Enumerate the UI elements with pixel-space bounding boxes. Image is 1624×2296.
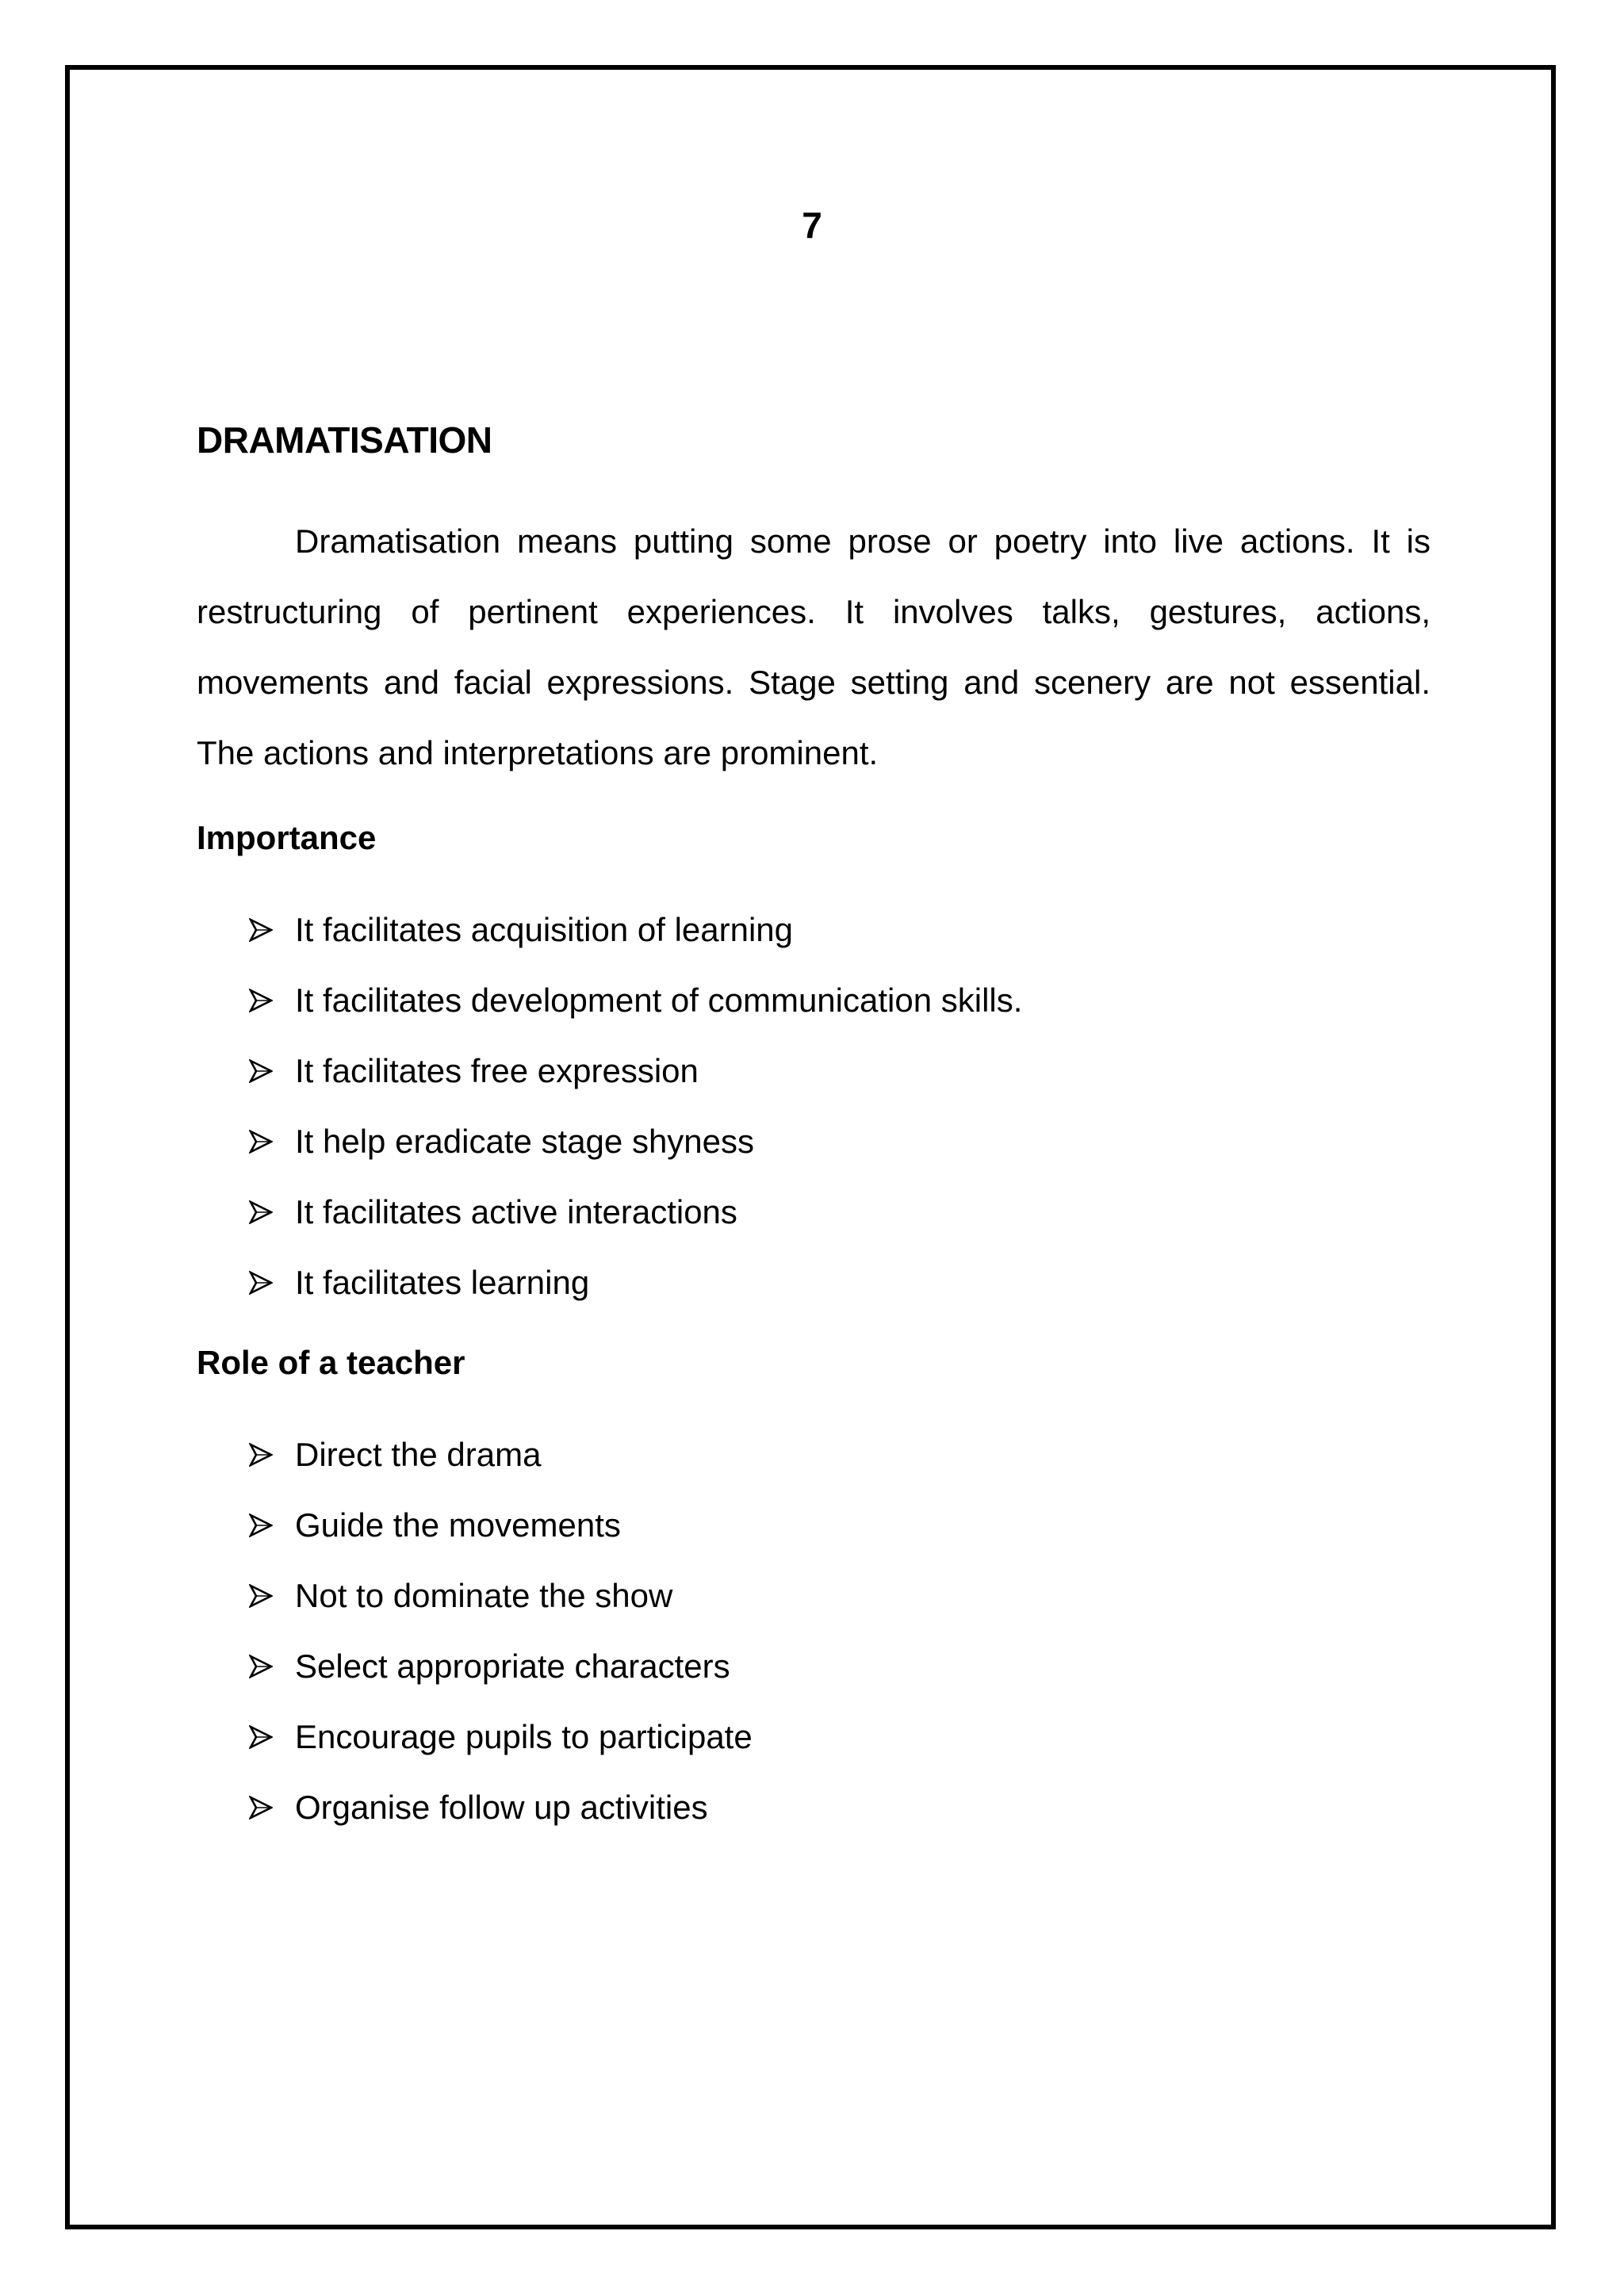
list-item xyxy=(197,1560,1431,1631)
list-item-text: Direct the drama xyxy=(295,1436,542,1473)
chapter-title: DRAMATISATION xyxy=(197,419,492,461)
list-item xyxy=(197,1177,1431,1247)
arrow-bullet-icon xyxy=(249,1443,273,1467)
list-item xyxy=(197,1106,1431,1177)
list-item-text: It facilitates learning xyxy=(295,1264,590,1301)
arrow-bullet-icon xyxy=(249,1200,273,1224)
teacher-role-list xyxy=(197,1419,1431,1843)
list-item xyxy=(197,1631,1431,1701)
teacher-role-heading: Role of a teacher xyxy=(197,1344,465,1381)
importance-heading: Importance xyxy=(197,819,377,856)
list-item-text: It facilitates active interactions xyxy=(295,1193,737,1230)
list-item xyxy=(197,894,1431,965)
list-item-text: It facilitates acquisition of learning xyxy=(295,911,794,948)
list-item xyxy=(197,1247,1431,1318)
list-item-text: It help eradicate stage shyness xyxy=(295,1123,755,1160)
list-item xyxy=(197,1701,1431,1772)
list-item-text: Organise follow up activities xyxy=(295,1789,708,1826)
list-item-text: Encourage pupils to participate xyxy=(295,1718,753,1755)
list-item-text: Not to dominate the show xyxy=(295,1577,673,1614)
page-number: 7 xyxy=(802,205,822,246)
list-item-text: It facilitates free expression xyxy=(295,1052,699,1089)
page-content xyxy=(197,412,1431,1862)
arrow-bullet-icon xyxy=(249,1059,273,1083)
list-item xyxy=(197,965,1431,1035)
list-item-text: Select appropriate characters xyxy=(295,1647,730,1685)
arrow-bullet-icon xyxy=(249,1655,273,1678)
arrow-bullet-icon xyxy=(249,989,273,1012)
intro-paragraph: Dramatisation means putting some prose or poetry into live actions. It is restructuring of pertinent experiences. It involves talks, gestures, actions, movements and facial expressions. Stage setting and scenery are not essential. The actions and interpretations are prominent. xyxy=(197,522,1431,771)
list-item-text: It facilitates development of communication skills. xyxy=(295,982,1023,1019)
list-item xyxy=(197,1772,1431,1843)
arrow-bullet-icon xyxy=(249,1513,273,1537)
arrow-bullet-icon xyxy=(249,1725,273,1749)
list-item xyxy=(197,1490,1431,1560)
list-item xyxy=(197,1419,1431,1490)
list-item xyxy=(197,1035,1431,1106)
arrow-bullet-icon xyxy=(249,1271,273,1295)
arrow-bullet-icon xyxy=(249,918,273,942)
arrow-bullet-icon xyxy=(249,1584,273,1608)
arrow-bullet-icon xyxy=(249,1796,273,1820)
list-item-text: Guide the movements xyxy=(295,1506,621,1544)
importance-list xyxy=(197,894,1431,1318)
arrow-bullet-icon xyxy=(249,1130,273,1154)
